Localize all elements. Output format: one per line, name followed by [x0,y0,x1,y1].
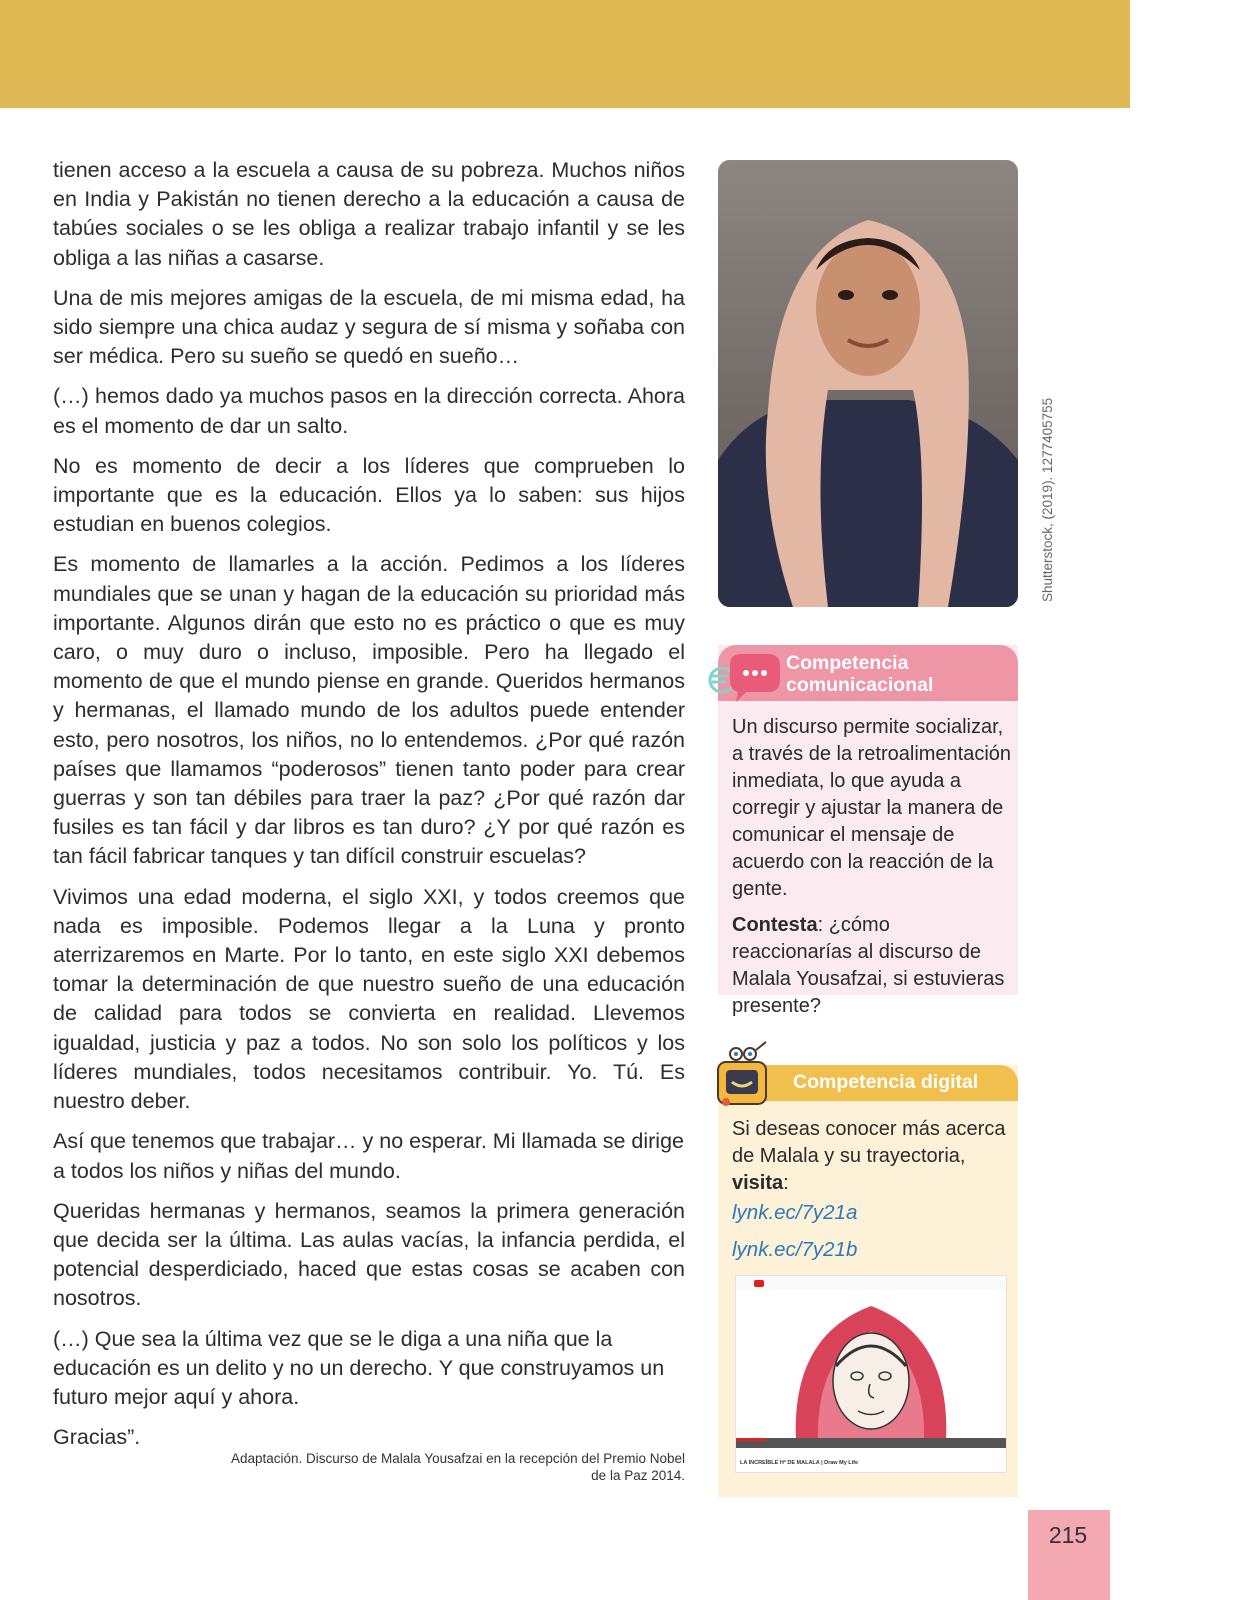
paragraph: tienen acceso a la escuela a causa de su pobreza. Muchos niños en India y Pakistán no tienen derecho a la educación a causa de tabúes sociales o se les obliga a realizar trabajo infantil y se les obliga a las niñas a casarse. [53,158,685,270]
source-caption [190,1450,685,1484]
paragraph: (…) hemos dado ya muchos pasos en la dirección correcta. Ahora es el momento de dar un salto. [53,384,685,438]
malala-drawing [736,1276,1006,1456]
chat-bubble-icon [708,650,782,706]
top-color-band [0,0,1130,108]
visit-label: visita [732,1172,784,1194]
title-line: Competencia [786,652,909,674]
question-text: : ¿cómo reaccionarías al discurso de Malala Yousafzai, si estuvieras presente? [732,914,1005,1017]
communication-body [732,714,1012,1029]
paragraph: No es momento de decir a los líderes que comprueben lo importante que es la educación. Ellos ya lo saben: sus hijos estudian en buenos colegios. [53,453,685,537]
computer-mascot-icon [712,1040,784,1110]
caption-line: de la Paz 2014. [591,1468,685,1483]
paragraph: Queridas hermanas y hermanos, seamos la primera generación que decida ser la última. Las aulas vacías, la infancia perdida, el potencial desperdiciado, haced que estas cosas se acaben con nosotros. [53,1198,685,1311]
youtube-icon [754,1280,764,1287]
question-label: Contesta [732,914,818,936]
paragraph: Así que tenemos que trabajar… y no esperar. Mi llamada se dirige a todos los niños y niñas del mundo. [53,1129,684,1183]
paragraph: (…) Que sea la última vez que se le diga a una niña que la educación es un delito y no un derecho. Y que construyamos un futuro mejor aquí y ahora. [53,1326,665,1409]
caption-line: Adaptación. Discurso de Malala Yousafzai en la recepción del Premio Nobel [230,1451,685,1466]
page-margin [1130,0,1236,1600]
communication-text: Un discurso permite socializar, a través de la retroalimentación inmediata, lo que ayuda a corregir y ajustar la manera de comunicar el mensaje de acuerdo con la reacción de la gente. [732,716,1012,900]
malala-photo [718,160,1018,607]
page-number: 215 [1048,1522,1088,1548]
digital-body [732,1116,1012,1263]
speech-text [53,156,685,1463]
video-progress-bar [736,1438,766,1441]
paragraph: Gracias”. [53,1425,141,1450]
paragraph: Vivimos una edad moderna, el siglo XXI, y todos creemos que nada es imposible. Podemos llegar a la Luna y pronto aterrizaremos en Marte. Por lo tanto, en este siglo XXI debemos tomar la determinación de que nuestro sueño de una educación de calidad para todos se convierta en realidad. Llevemos igualdad, justicia y paz a todos. No son solo los políticos y los líderes mundiales, todos necesitamos contribuir. Yo. Tú. Es nuestro deber. [53,884,685,1114]
portrait-illustration [718,160,1018,607]
link-2[interactable]: lynk.ec/7y21b [732,1238,858,1261]
video-thumbnail[interactable] [735,1275,1007,1473]
visit-line [732,1170,1012,1197]
paragraph: Una de mis mejores amigas de la escuela, de mi misma edad, ha sido siempre una chica audaz y segura de sí misma y soñaba con ser médica. Pero su sueño se quedó en sueño… [53,285,685,369]
visit-colon: : [783,1172,789,1194]
title-line: comunicacional [786,674,934,696]
communication-title [786,652,933,696]
communication-question [732,912,1012,1020]
digital-text: Si deseas conocer más acerca de Malala y su trayectoria, [732,1118,1006,1167]
digital-title: Competencia digital [793,1071,979,1093]
link-1[interactable]: lynk.ec/7y21a [732,1201,858,1224]
video-title: LA INCREÍBLE Hª DE MALALA | Draw My Life [740,1460,859,1466]
photo-credit: Shutterstock, (2019). 1277405755 [1040,397,1055,602]
paragraph: Es momento de llamarles a la acción. Pedimos a los líderes mundiales que se unan y hagan de la educación su prioridad más importante. Algunos dirán que esto no es práctico o que es muy caro, o muy duro o incluso, imposible. Pero ha llegado el momento de que el mundo piense en grande. Queridos hermanos y hermanas, el llamado mundo de los adultos puede entender esto, pero nosotros, los niños, no lo entendemos. ¿Por qué razón países que llamamos “poderosos” tienen tanto poder para crear guerras y son tan débiles para traer la paz? ¿Por qué razón dar fusiles es tan fácil y dar libros es tan duro? ¿Y por qué razón es tan fácil fabricar tanques y tan difícil construir escuelas? [53,552,685,869]
